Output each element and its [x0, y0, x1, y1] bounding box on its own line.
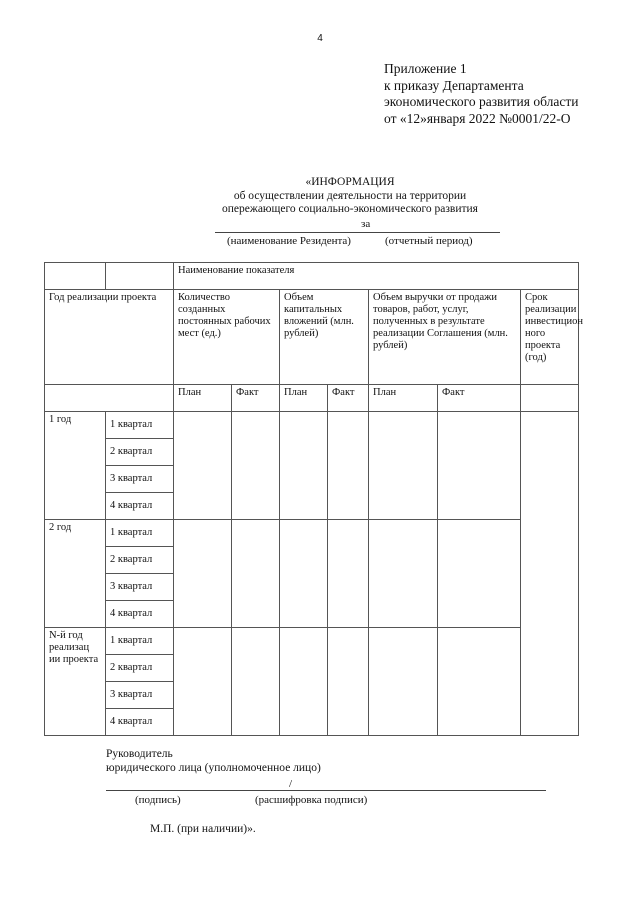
title-line-2: об осуществлении деятельности на территории — [233, 189, 467, 202]
year-label: N-й год реализац ии проекта — [45, 628, 106, 736]
plan-label: План — [369, 385, 438, 412]
quarter-label: 1 квартал — [106, 520, 174, 547]
header-year: Год реализации проекта — [45, 290, 174, 385]
quarter-label: 2 квартал — [106, 439, 174, 466]
data-cell — [174, 520, 232, 628]
document-title — [180, 176, 520, 217]
fact-label: Факт — [328, 385, 369, 412]
caption-period: (отчетный период) — [385, 235, 473, 247]
indicator-header: Наименование показателя — [174, 263, 579, 290]
quarter-label: 4 квартал — [106, 709, 174, 736]
fact-label: Факт — [232, 385, 280, 412]
signature-fill-line — [106, 790, 546, 791]
quarter-label: 2 квартал — [106, 655, 174, 682]
caption-signature: (подпись) — [135, 794, 181, 806]
caption-resident: (наименование Резидента) — [227, 235, 351, 247]
stamp-note: М.П. (при наличии)». — [150, 823, 256, 835]
header-term: Срок реализации инвестицион ного проекта (год) — [521, 290, 579, 385]
data-cell — [438, 520, 521, 628]
signature-line-1: Руководитель — [106, 748, 173, 760]
data-cell — [328, 520, 369, 628]
quarter-label: 3 квартал — [106, 574, 174, 601]
data-cell — [280, 412, 328, 520]
quarter-label: 3 квартал — [106, 682, 174, 709]
quarter-label: 2 квартал — [106, 547, 174, 574]
title-line-1: «ИНФОРМАЦИЯ — [305, 176, 395, 188]
appendix-line-4: от «12»января 2022 №0001/22-О — [384, 110, 571, 126]
data-cell — [369, 628, 438, 736]
quarter-label: 1 квартал — [106, 412, 174, 439]
data-cell — [174, 412, 232, 520]
appendix-line-1: Приложение 1 — [384, 61, 467, 76]
signature-block — [106, 747, 321, 775]
data-cell — [369, 412, 438, 520]
data-cell — [280, 628, 328, 736]
empty-header-cell-2 — [106, 263, 174, 290]
fact-label: Факт — [438, 385, 521, 412]
data-cell — [328, 412, 369, 520]
data-cell — [369, 520, 438, 628]
data-cell — [232, 628, 280, 736]
term-cell — [521, 412, 579, 736]
term-empty — [521, 385, 579, 412]
quarter-label: 3 квартал — [106, 466, 174, 493]
year-label: 2 год — [45, 520, 106, 628]
data-cell — [438, 412, 521, 520]
signature-line-2: юридического лица (уполномоченное лицо) — [106, 762, 321, 774]
plan-fact-empty — [45, 385, 174, 412]
quarter-label: 4 квартал — [106, 601, 174, 628]
header-jobs: Количество созданных постоянных рабочих мест (ед.) — [174, 290, 280, 385]
appendix-line-2: к приказу Департамента — [384, 77, 524, 93]
caption-signature-decoding: (расшифровка подписи) — [255, 794, 368, 806]
plan-label: План — [174, 385, 232, 412]
resident-period-fill-line — [215, 231, 500, 233]
data-cell — [232, 412, 280, 520]
report-table — [44, 262, 584, 736]
appendix-header — [384, 61, 578, 127]
za-label: за — [361, 218, 371, 230]
data-cell — [280, 520, 328, 628]
title-line-3: опережающего социально-экономического развития — [222, 203, 478, 215]
data-cell — [438, 628, 521, 736]
year-label: 1 год — [45, 412, 106, 520]
data-cell — [328, 628, 369, 736]
header-investment: Объем капитальных вложений (млн. рублей) — [280, 290, 369, 385]
empty-header-cell — [45, 263, 106, 290]
data-cell — [174, 628, 232, 736]
quarter-label: 4 квартал — [106, 493, 174, 520]
header-revenue: Объем выручки от продажи товаров, работ, услуг, полученных в результате реализации Соглашения (млн. рублей) — [369, 290, 521, 385]
page-number: 4 — [317, 33, 323, 44]
quarter-label: 1 квартал — [106, 628, 174, 655]
signature-slash: / — [289, 778, 293, 790]
appendix-line-3: экономического развития области — [384, 94, 579, 109]
data-cell — [232, 520, 280, 628]
plan-label: План — [280, 385, 328, 412]
